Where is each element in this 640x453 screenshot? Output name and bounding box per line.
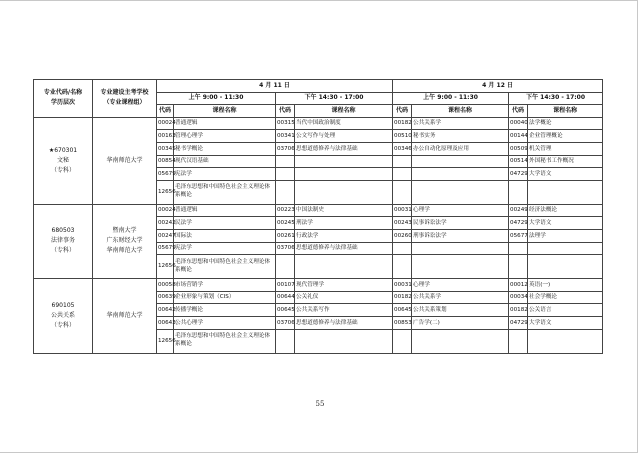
table-row bbox=[34, 117, 603, 130]
day1-pm-course: 公文写作与处理 bbox=[295, 130, 393, 143]
day2-am-code: 00260 bbox=[393, 229, 412, 242]
day2-am-code: 00031 bbox=[393, 204, 412, 217]
day2-am-code: 00645 bbox=[393, 304, 412, 317]
day2-pm-code: 04729 bbox=[509, 168, 528, 181]
schedule-body bbox=[34, 117, 603, 353]
header-code: 代码 bbox=[509, 105, 528, 118]
day2-pm-course: 英语(一) bbox=[528, 279, 603, 292]
day1-pm-course bbox=[295, 155, 393, 168]
school-cell: 华南师范大学 bbox=[93, 279, 157, 353]
day1-pm-code: 00261 bbox=[276, 229, 295, 242]
day2-am-course: 公共关系策划 bbox=[412, 304, 509, 317]
header-course: 课程名称 bbox=[528, 105, 603, 118]
day2-am-code bbox=[393, 155, 412, 168]
day2-am-course: 刑事诉讼法学 bbox=[412, 229, 509, 242]
header-row-dates bbox=[34, 80, 603, 93]
day1-am-course: 国际法 bbox=[174, 229, 276, 242]
day1-am-code: 00854 bbox=[157, 155, 174, 168]
day1-pm-code: 03706 bbox=[276, 242, 295, 255]
day2-pm-code: 00182 bbox=[509, 304, 528, 317]
day2-am-code bbox=[393, 168, 412, 181]
day2-am-course bbox=[412, 155, 509, 168]
day2-am-code bbox=[393, 255, 412, 279]
day2-am-code bbox=[393, 242, 412, 255]
day2-pm-course: 大学语文 bbox=[528, 217, 603, 230]
day1-pm-course: 刑法学 bbox=[295, 217, 393, 230]
header-course: 课程名称 bbox=[295, 105, 393, 118]
day2-pm-course: 法学概论 bbox=[528, 117, 603, 130]
day1-pm-code bbox=[276, 168, 295, 181]
day1-am-course: 秘书学概论 bbox=[174, 142, 276, 155]
day2-am-course bbox=[412, 255, 509, 279]
day2-am-course: 公共关系学 bbox=[412, 117, 509, 130]
day1-pm-course: 行政法学 bbox=[295, 229, 393, 242]
day2-am-code: 00182 bbox=[393, 291, 412, 304]
day1-pm-code: 00341 bbox=[276, 130, 295, 143]
day2-am-course: 秘书实务 bbox=[412, 130, 509, 143]
day2-pm-code bbox=[509, 255, 528, 279]
day1-pm-code: 03706 bbox=[276, 316, 295, 329]
day2-pm-code bbox=[509, 180, 528, 204]
day1-am-code: 05679 bbox=[157, 242, 174, 255]
header-code: 代码 bbox=[393, 105, 412, 118]
day2-am-course: 办公自动化原理及应用 bbox=[412, 142, 509, 155]
day1-pm-course: 现代管理学 bbox=[295, 279, 393, 292]
day1-pm-code: 00107 bbox=[276, 279, 295, 292]
day1-pm-course bbox=[295, 180, 393, 204]
day2-am-code bbox=[393, 180, 412, 204]
day1-am-course: 市场营销学 bbox=[174, 279, 276, 292]
day2-pm-course: 外国秘书工作概况 bbox=[528, 155, 603, 168]
day1-pm-course: 思想道德修养与法律基础 bbox=[295, 242, 393, 255]
day2-am-course: 广告学(二) bbox=[412, 316, 509, 329]
day2-pm-course: 机关管理 bbox=[528, 142, 603, 155]
day1-am-code: 12656 bbox=[157, 329, 174, 353]
day1-pm-course: 公共关系写作 bbox=[295, 304, 393, 317]
day2-pm-course: 大学语文 bbox=[528, 316, 603, 329]
day2-am-course bbox=[412, 168, 509, 181]
header-code: 代码 bbox=[276, 105, 295, 118]
specialty-cell: 680503 法律事务 （专科） bbox=[34, 204, 93, 278]
day1-am-code: 12656 bbox=[157, 180, 174, 204]
day2-am-code bbox=[393, 329, 412, 353]
day2-pm-code: 00249 bbox=[509, 204, 528, 217]
day1-am-code: 00643 bbox=[157, 316, 174, 329]
day1-pm-code: 00315 bbox=[276, 117, 295, 130]
page-number: 55 bbox=[315, 400, 325, 408]
school-cell: 华南师范大学 bbox=[93, 117, 157, 204]
day2-am-code: 00031 bbox=[393, 279, 412, 292]
day1-pm-course bbox=[295, 255, 393, 279]
day1-am-code: 00639 bbox=[157, 291, 174, 304]
day1-am-code: 00242 bbox=[157, 217, 174, 230]
day2-pm-course: 大学语文 bbox=[528, 168, 603, 181]
day2-pm-course bbox=[528, 255, 603, 279]
day2-pm-course: 法理学 bbox=[528, 229, 603, 242]
table-row bbox=[34, 204, 603, 217]
day1-am-code: 00345 bbox=[157, 142, 174, 155]
day1-am-code: 00058 bbox=[157, 279, 174, 292]
day2-pm-code: 00509 bbox=[509, 142, 528, 155]
specialty-cell: ★670301 文秘 （专科） bbox=[34, 117, 93, 204]
day1-pm-course bbox=[295, 168, 393, 181]
day1-pm-code: 00223 bbox=[276, 204, 295, 217]
day1-am-course: 宪法学 bbox=[174, 168, 276, 181]
day1-am-code: 00024 bbox=[157, 204, 174, 217]
day2-pm-course: 社会学概论 bbox=[528, 291, 603, 304]
day2-am-course: 民事诉讼法学 bbox=[412, 217, 509, 230]
header-code: 代码 bbox=[157, 105, 174, 118]
day2-pm-course bbox=[528, 180, 603, 204]
day1-am-course: 毛泽东思想和中国特色社会主义理论体系概论 bbox=[174, 329, 276, 353]
day2-pm-code: 05677 bbox=[509, 229, 528, 242]
day1-pm-code: 00245 bbox=[276, 217, 295, 230]
day2-pm-code: 00034 bbox=[509, 291, 528, 304]
header-course: 课程名称 bbox=[174, 105, 276, 118]
table-row bbox=[34, 279, 603, 292]
day1-pm-code bbox=[276, 155, 295, 168]
exam-schedule-table bbox=[33, 79, 603, 354]
day1-pm-course: 思想道德修养与法律基础 bbox=[295, 142, 393, 155]
day2-pm-code: 04729 bbox=[509, 217, 528, 230]
day1-am-course: 民法学 bbox=[174, 217, 276, 230]
day1-pm-course: 公关礼仪 bbox=[295, 291, 393, 304]
day2-pm-code: 04729 bbox=[509, 316, 528, 329]
day2-am-code: 00243 bbox=[393, 217, 412, 230]
day2-pm-course: 企业管理概论 bbox=[528, 130, 603, 143]
day1-pm-course: 当代中国政治制度 bbox=[295, 117, 393, 130]
day1-am-course: 毛泽东思想和中国特色社会主义理论体系概论 bbox=[174, 255, 276, 279]
day2-am-code: 00510 bbox=[393, 130, 412, 143]
header-day2: 4 月 12 日 bbox=[393, 80, 603, 93]
header-day1: 4 月 11 日 bbox=[157, 80, 393, 93]
header-spec-col: 专业代码/名称 学历层次 bbox=[34, 80, 93, 118]
day1-pm-code bbox=[276, 255, 295, 279]
day1-pm-code: 03706 bbox=[276, 142, 295, 155]
day1-pm-course: 思想道德修养与法律基础 bbox=[295, 316, 393, 329]
header-school-col: 专业建设主考学校 （专业课程组） bbox=[93, 80, 157, 118]
day2-am-course bbox=[412, 242, 509, 255]
day2-pm-code: 00514 bbox=[509, 155, 528, 168]
day1-pm-course: 中国法制史 bbox=[295, 204, 393, 217]
day2-pm-code bbox=[509, 242, 528, 255]
day2-am-code: 00182 bbox=[393, 117, 412, 130]
specialty-cell: 690105 公共关系 （专科） bbox=[34, 279, 93, 353]
header-day1-am: 上午 9:00 - 11:30 bbox=[157, 92, 276, 105]
day1-am-course: 公共心理学 bbox=[174, 316, 276, 329]
day1-am-code: 05679 bbox=[157, 168, 174, 181]
day2-pm-code: 00040 bbox=[509, 117, 528, 130]
day1-pm-course bbox=[295, 329, 393, 353]
day2-am-code: 00853 bbox=[393, 316, 412, 329]
day2-pm-course bbox=[528, 242, 603, 255]
day1-am-code: 00024 bbox=[157, 117, 174, 130]
day1-am-code: 00163 bbox=[157, 130, 174, 143]
day1-am-course: 现代汉语基础 bbox=[174, 155, 276, 168]
day1-am-course: 宪法学 bbox=[174, 242, 276, 255]
day2-am-course: 公共关系学 bbox=[412, 291, 509, 304]
header-course: 课程名称 bbox=[412, 105, 509, 118]
header-day1-pm: 下午 14:30 - 17:00 bbox=[276, 92, 393, 105]
day1-am-course: 传播学概论 bbox=[174, 304, 276, 317]
header-day2-am: 上午 9:00 - 11:30 bbox=[393, 92, 509, 105]
day1-am-course: 毛泽东思想和中国特色社会主义理论体系概论 bbox=[174, 180, 276, 204]
day1-am-course: 普通逻辑 bbox=[174, 117, 276, 130]
day1-pm-code: 00644 bbox=[276, 291, 295, 304]
day1-am-code: 12656 bbox=[157, 255, 174, 279]
day1-pm-code: 00645 bbox=[276, 304, 295, 317]
day2-am-course: 心理学 bbox=[412, 279, 509, 292]
day2-pm-course: 公关语言 bbox=[528, 304, 603, 317]
day2-am-course bbox=[412, 180, 509, 204]
day2-pm-code bbox=[509, 329, 528, 353]
day1-am-course: 企业形象与策划（CIS） bbox=[174, 291, 276, 304]
day2-pm-code: 00012 bbox=[509, 279, 528, 292]
day2-am-code: 00346 bbox=[393, 142, 412, 155]
day2-pm-course: 经济法概论 bbox=[528, 204, 603, 217]
day1-am-course: 管理心理学 bbox=[174, 130, 276, 143]
day1-am-course: 普通逻辑 bbox=[174, 204, 276, 217]
day1-am-code: 00642 bbox=[157, 304, 174, 317]
day2-am-course bbox=[412, 329, 509, 353]
day2-am-course: 心理学 bbox=[412, 204, 509, 217]
day1-am-code: 00247 bbox=[157, 229, 174, 242]
day2-pm-course bbox=[528, 329, 603, 353]
header-day2-pm: 下午 14:30 - 17:00 bbox=[509, 92, 603, 105]
school-cell: 暨南大学 广东财经大学 华南师范大学 bbox=[93, 204, 157, 278]
day1-pm-code bbox=[276, 329, 295, 353]
day1-pm-code bbox=[276, 180, 295, 204]
day2-pm-code: 00144 bbox=[509, 130, 528, 143]
